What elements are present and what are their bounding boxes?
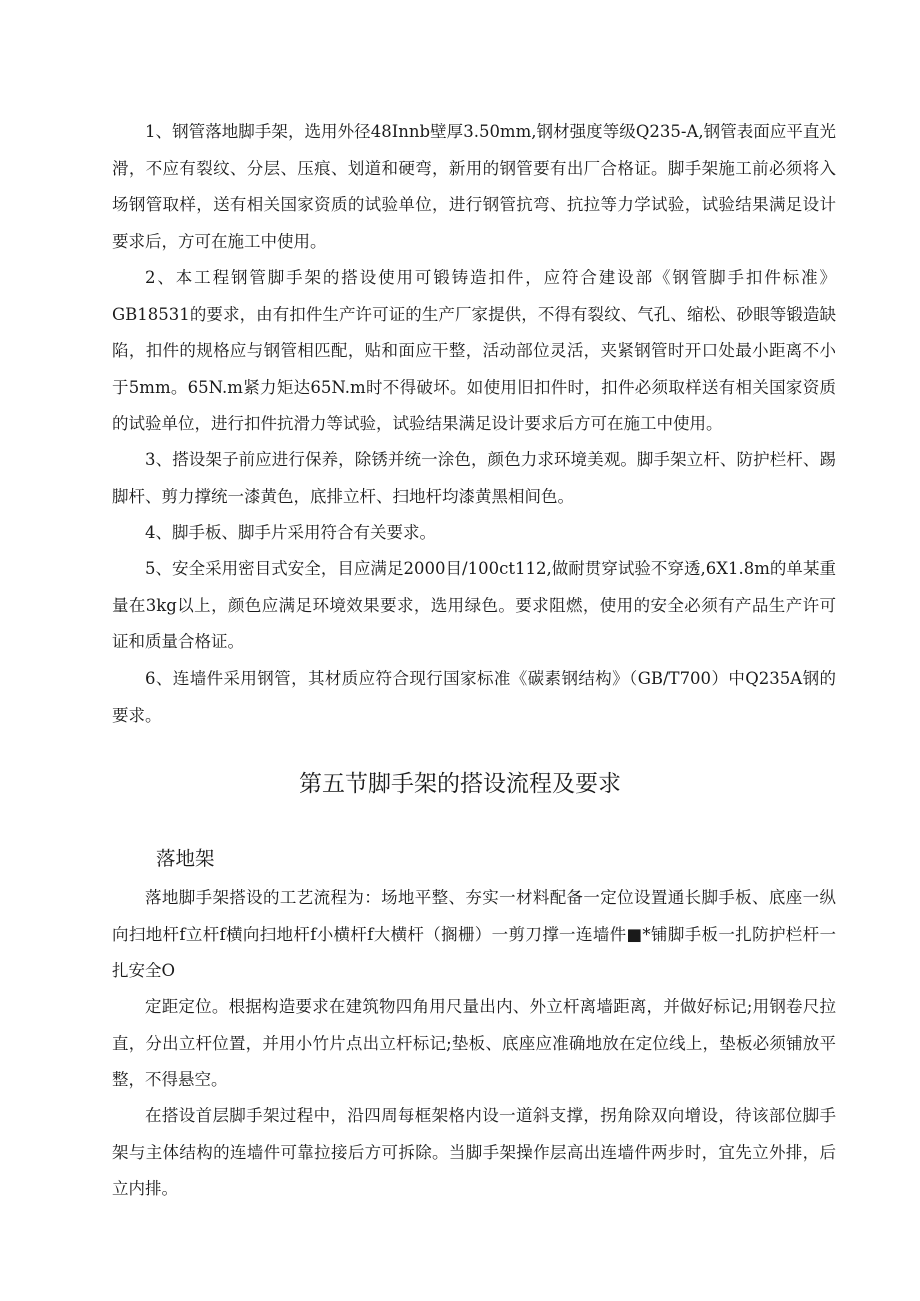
paragraph-first-layer: 在搭设首层脚手架过程中，沿四周每框架格内设一道斜支撑，拐角除双向增设，待该部位脚手架与主体结构的连墙件可靠拉接后方可拆除。当脚手架操作层高出连墙件两步时，宜先立外排，后立内排。 [112, 1106, 836, 1198]
paragraph-safety-net: 5、安全采用密目式安全，目应满足2000目/100ct112,做耐贯穿试验不穿透,6X1.8m的单某重量在3kg以上，颜色应满足环境效果要求，选用绿色。要求阻燃，使用的安全必须有产品生产许可证和质量合格证。 [112, 559, 836, 651]
sub-heading: 落地架 [156, 847, 215, 870]
paragraph-positioning: 定距定位。根据构造要求在建筑物四角用尺量出内、外立杆离墙距离，并做好标记;用钢卷尺拉直，分出立杆位置，并用小竹片点出立杆标记;垫板、底座应准确地放在定位线上，垫板必须铺放平整，不得悬空。 [112, 997, 836, 1089]
paragraph-wall-ties: 6、连墙件采用钢管，其材质应符合现行国家标准《碳素钢结构》（GB/T700）中Q235A钢的要求。 [112, 669, 836, 725]
paragraph-scaffold-boards: 4、脚手板、脚手片采用符合有关要求。 [145, 523, 436, 542]
paragraph-process-flow: 落地脚手架搭设的工艺流程为：场地平整、夯实一材料配备一定位设置通长脚手板、底座一纵向扫地杆f立杆f横向扫地杆f小横杆f大横杆（搁栅）一剪刀撑一连墙件■*铺脚手板一扎防护栏杆一扎安全O [112, 888, 836, 980]
paragraph-painting: 3、搭设架子前应进行保养，除锈并统一涂色，颜色力求环境美观。脚手架立杆、防护栏杆、踢脚杆、剪力撑统一漆黄色，底排立杆、扫地杆均漆黄黑相间色。 [112, 450, 836, 506]
section-heading: 第五节脚手架的搭设流程及要求 [299, 771, 621, 797]
paragraph-steel-pipe: 1、钢管落地脚手架，选用外径48Innb壁厚3.50mm,钢材强度等级Q235-A,钢管表面应平直光滑，不应有裂纹、分层、压痕、划道和硬弯，新用的钢管要有出厂合格证。脚手架施工前必须将入场钢管取样，送有相关国家资质的试验单位，进行钢管抗弯、抗拉等力学试验，试验结果满足设计要求后，方可在施工中使用。 [112, 122, 836, 251]
paragraph-fasteners: 2、本工程钢管脚手架的搭设使用可锻铸造扣件，应符合建设部《钢管脚手扣件标准》GB18531的要求，由有扣件生产许可证的生产厂家提供，不得有裂纹、气孔、缩松、砂眼等锻造缺陷，扣件的规格应与钢管相匹配，贴和面应干整，活动部位灵活，夹紧钢管时开口处最小距离不小于5mm。65N.m紧力矩达65N.m时不得破坏。如使用旧扣件时，扣件必须取样送有相关国家资质的试验单位，进行扣件抗滑力等试验，试验结果满足设计要求后方可在施工中使用。 [112, 268, 836, 433]
